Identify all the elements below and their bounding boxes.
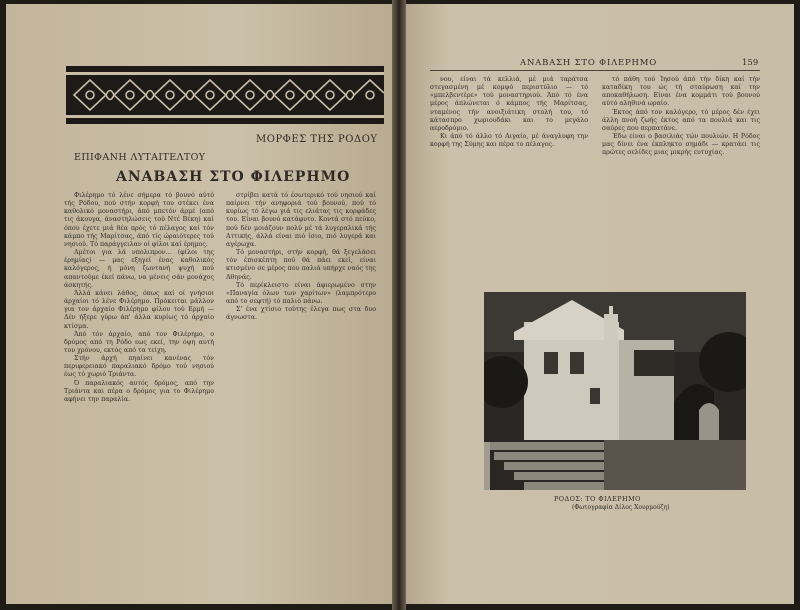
paragraph: Αμέτοι για λά νπολιπρον… (φίλοι της έρημίας) — μας εξηγεί ένας καθολικός καλόγερος, ή μόνη ζωντανή ψυχή πού απαντούμε έκεί πάνω, να μένεις σάν μονάχος άσκητής. xyxy=(64,249,214,289)
monastery-photo xyxy=(484,292,746,490)
paragraph: Άπό τόν άρχαίο, από τον Φιλέρημο, ο δρόμος από τη Ρόδο εως εκεί, την όψη αυτή του χρόνου, εκτός από τα τείχη. xyxy=(64,330,214,354)
photo-credit: (Φωτογραφία Δίλος Χουρμούζη) xyxy=(572,504,670,511)
paragraph: Τό περίκλειστο είναι άφιερωμένο στην «Παναγία όλων των χαρίτων» (λαμπρότερο από το σεφτή) τό παλιό πάνω. xyxy=(226,281,376,306)
section-subtitle: ΜΟΡΦΕΣ ΤΗΣ ΡΟΔΟΥ xyxy=(256,134,378,145)
right-column-1 xyxy=(430,76,588,149)
right-page xyxy=(402,4,794,604)
header-rule xyxy=(430,70,760,71)
left-column-1 xyxy=(64,192,214,404)
author-name: ΕΠΙΦΑΝΗ ΛΥΤΑΙΤΕΛΤΟΥ xyxy=(74,152,206,163)
paragraph: Έδω είναι ο βασιλιάς τών πουλιών. Η Ρόδος μας δίνει ένα έκπληκτο σημάδι — κρατάει τις πρώτες σελίδες μιας μικρής ευτυχίας. xyxy=(602,133,760,157)
left-column-2 xyxy=(226,192,376,323)
right-column-2 xyxy=(602,76,760,158)
paragraph: Άλλά κάνει λάθος, όπως καί οί γνήσιοι άρχαίοι τό λένε Φιλέρημο. Πρόκειται μάλλον για τον άρχαίο Φιλέρημο φίλου τού Ερμή — Δέν ήξερε γύρω άπ' άλλα κυρίως τό άρχαίο κτίσμα. xyxy=(64,289,214,330)
decorative-ornament-band xyxy=(66,66,384,124)
paragraph: Ό παραλιακός αυτός δρόμος, από την Τριάντα και πέρα ο δρόμος για το Φιλέρημο αφήνει την παραλία. xyxy=(64,379,214,403)
running-head: ΑΝΑΒΑΣΗ ΣΤΟ ΦΙΛΕΡΗΜΟ xyxy=(520,58,658,68)
paragraph: Φιλέρημο τό λένε σήμερα τό βουνό αύτό τής Ρόδου, πού στήν κορφή του στέκει ένα καθολικό μοναστήρι, άπό μπετόν άρμέ (από τις άκουγα, άναστηλώσεις τού Ντέ Βέκη) καί όπου έχετε μιά θέα πρός τό πέλαγος καί τόν κάμπο τής Μαρίτσας, άπό τίς ώραιότερες τού νησιού. Τό παράγγειλαν οί φίλοι καί έρημος. xyxy=(64,192,214,248)
paragraph: Σ' ένα χτίσιο τούτης έλεγα πως στα δυο άγνωστα. xyxy=(226,306,376,322)
paragraph: νου, είναι τά κελλιά, μέ μιά ταράτσα στεγασμένη μέ κομψό περιστύλιο — τό «μπελβεντέρε» τού μοναστηριού. Άπό τό ένα μέρος άπλώνεται ό κάμπος τής Μαρίτσας, νταμένος τήν ανοιξιάτικη στολή του, τό κάτασπρο χωριουδάκι και το μεγάλο αεροδρόμιο. xyxy=(430,76,588,132)
paragraph: στρίβει κατά τό έσωτερικό τού νησιού καί παίρνει τήν ανηφοριά τού βουνού, πού τό κυρίως τό λέγω γιά τις ελιάτας τις κορφάδες του. Είναι βουνό κατάφυτο. Κοντά στό πεύκο, πού δέν μοιάζουν πολύ μέ τά λυγεραλικά τής Αττικής, άλλά είναι πιό ίσιο, πιό λυγερά και αγέρωχα. xyxy=(226,192,376,248)
photo-caption: ΡΟΔΟΣ: ΤΟ ΦΙΛΕΡΗΜΟ xyxy=(554,495,641,503)
paragraph: Τό μοναστήρι, στήν κορφή, θά ξεγελάσει τόν έπισκέπτη πού θά πάει εκεί, είναι κτισμένο σε μέρος που παλιά υπήρχε ναός της Αθηνάς. xyxy=(226,249,376,281)
book-gutter xyxy=(392,0,406,610)
paragraph: Κι άπό τό άλλο τό Αιγαίο, μέ άναγλυφη την κορφή της Σύμης και πέρα το πέλαγος. xyxy=(430,133,588,149)
page-number: 159 xyxy=(742,58,759,68)
paragraph: τό πάθη τού Ίησού άπό τήν δίκη καί τήν καταδίκη του ώς τή σταύρωση καί την αποκαθήλωση. Είναι ένα κομμάτι τού βουνού αύτό αληθινά ωραίο. xyxy=(602,76,760,108)
paragraph: Έκτος άπό τον καλόγερο, τό μέρος δέν έχει άλλη πνοή ζωής έκτος από τα πουλιά και τις σαύρες που περπατάνε. xyxy=(602,108,760,132)
paragraph: Στήν άρχή πηαίνει κανένας τόν περιφερειακό παραλιακό δρόμο τού νησιού έως τό χωριό Τριάντα. xyxy=(64,355,214,379)
left-page xyxy=(6,4,396,604)
article-title: ΑΝΑΒΑΣΗ ΣΤΟ ΦΙΛΕΡΗΜΟ xyxy=(116,169,351,185)
